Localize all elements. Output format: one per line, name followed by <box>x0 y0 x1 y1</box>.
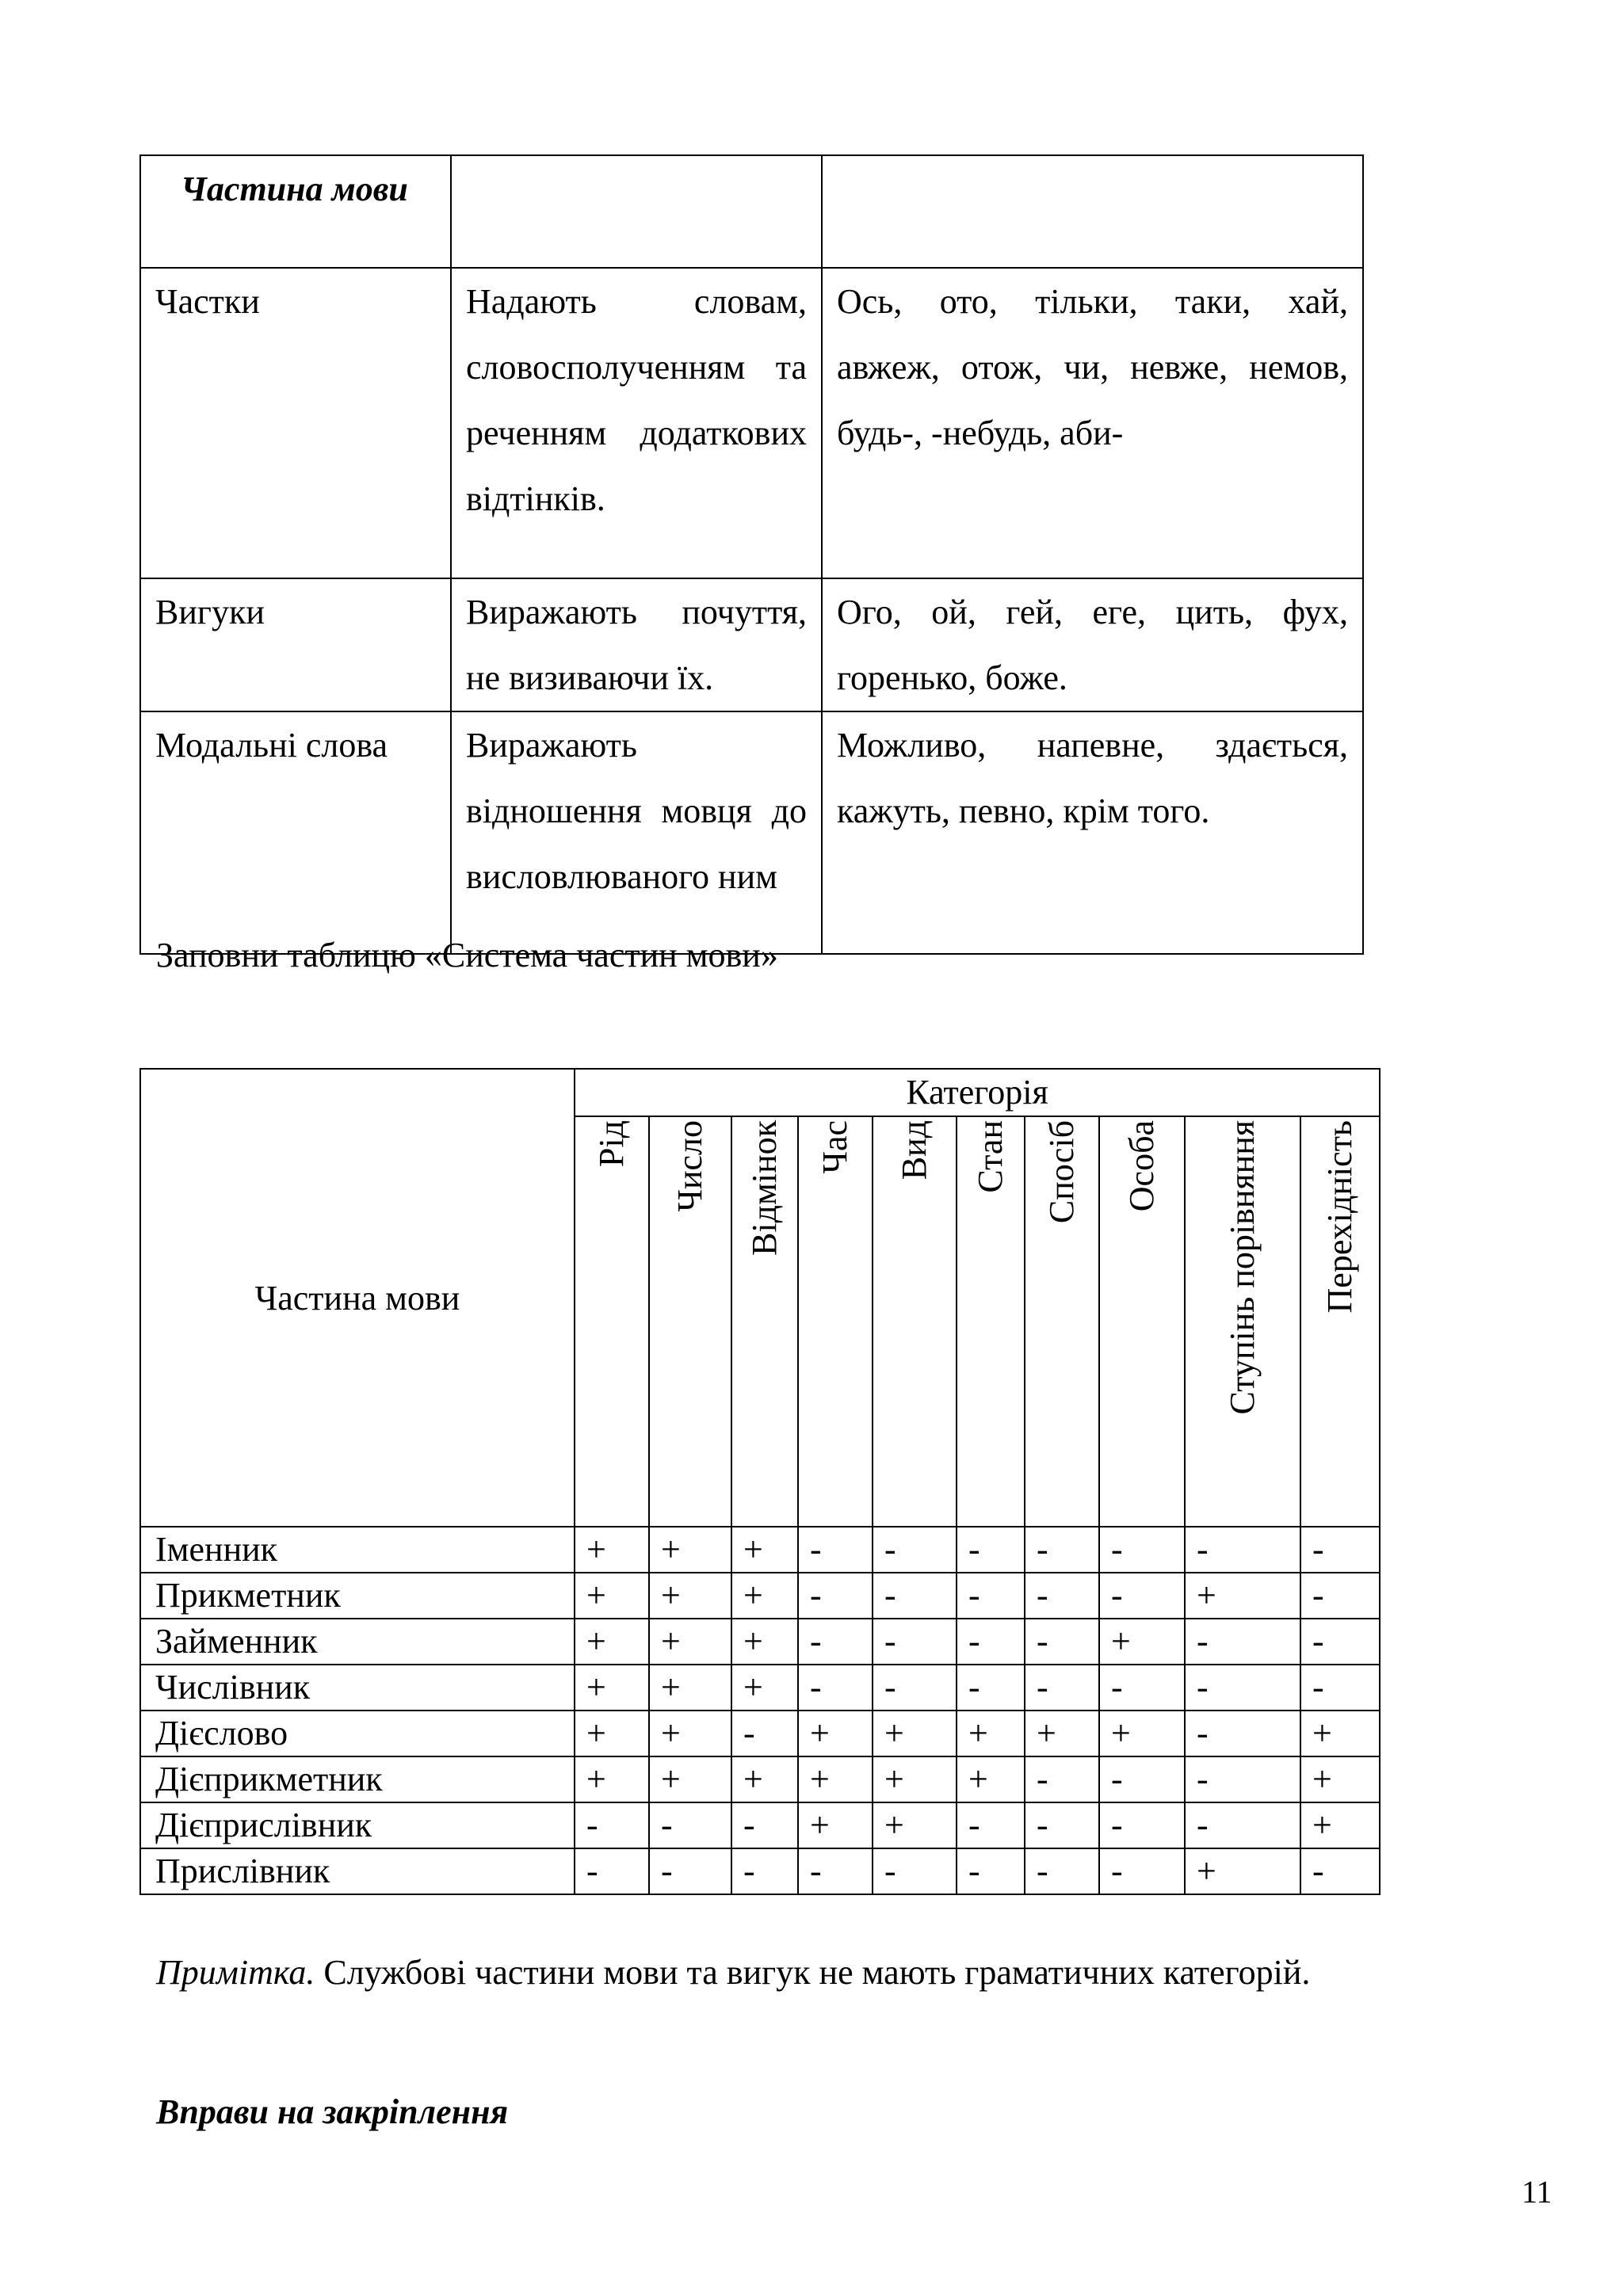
category-mark: - <box>575 1802 649 1848</box>
category-mark: - <box>873 1619 957 1665</box>
table-row <box>140 1619 1380 1665</box>
category-label: Спосіб <box>1042 1120 1081 1224</box>
row-name: Вигуки <box>140 578 451 711</box>
category-label: Перехідність <box>1320 1120 1360 1314</box>
category-mark: + <box>649 1527 731 1573</box>
category-mark: - <box>1300 1619 1380 1665</box>
category-mark: - <box>1185 1711 1300 1756</box>
examples-line: авжеж, отож, чи, невже, немов, <box>837 348 1348 387</box>
category-mark: + <box>731 1573 798 1619</box>
category-mark: + <box>731 1756 798 1802</box>
category-mark: - <box>1185 1527 1300 1573</box>
part-of-speech-name: Іменник <box>140 1527 575 1573</box>
category-label: Час <box>815 1120 854 1174</box>
category-mark: + <box>1300 1802 1380 1848</box>
row-function: Виражають відношення мовця до висловлюваного ним <box>451 711 822 954</box>
table-row <box>140 1573 1380 1619</box>
row-function: Виражають почуття, не визиваючи їх. <box>451 578 822 711</box>
header-cell-empty <box>451 155 822 268</box>
parts-of-speech-system-table <box>139 1068 1381 1895</box>
category-mark: - <box>873 1527 957 1573</box>
parts-of-speech-table <box>139 154 1364 955</box>
category-header: Категорія <box>575 1069 1380 1116</box>
category-cell <box>1185 1116 1300 1527</box>
note-text: Службові частини мови та вигук не мають граматичних категорій. <box>315 1953 1311 1992</box>
category-mark: + <box>873 1756 957 1802</box>
category-mark: + <box>575 1619 649 1665</box>
table-row <box>140 268 1363 578</box>
category-mark: - <box>1099 1573 1185 1619</box>
category-cell <box>575 1116 649 1527</box>
category-mark: + <box>649 1573 731 1619</box>
category-mark: + <box>1300 1711 1380 1756</box>
category-mark: + <box>798 1802 873 1848</box>
category-cell <box>1300 1116 1380 1527</box>
category-mark: + <box>957 1756 1025 1802</box>
category-mark: + <box>649 1756 731 1802</box>
table-row <box>140 1756 1380 1802</box>
category-mark: - <box>1185 1619 1300 1665</box>
category-mark: - <box>1300 1848 1380 1894</box>
row-function: Надають словам, словосполученням та реченням додаткових відтінків. <box>451 268 822 578</box>
category-mark: + <box>873 1711 957 1756</box>
category-cell <box>731 1116 798 1527</box>
table-row <box>140 1665 1380 1711</box>
category-mark: + <box>649 1665 731 1711</box>
category-mark: + <box>731 1665 798 1711</box>
category-cell <box>957 1116 1025 1527</box>
category-mark: - <box>1185 1665 1300 1711</box>
table-body <box>140 1527 1380 1894</box>
category-label: Відмінок <box>745 1120 784 1256</box>
category-mark: - <box>798 1527 873 1573</box>
category-label: Стан <box>971 1120 1010 1193</box>
category-mark: + <box>1300 1756 1380 1802</box>
category-mark: + <box>731 1527 798 1573</box>
category-mark: + <box>575 1711 649 1756</box>
category-header-row <box>140 1069 1380 1116</box>
category-mark: - <box>957 1527 1025 1573</box>
category-mark: - <box>957 1665 1025 1711</box>
page-number: 11 <box>1522 2174 1552 2210</box>
category-mark: - <box>873 1573 957 1619</box>
table-row <box>140 578 1363 711</box>
category-label: Вид <box>895 1120 934 1180</box>
category-mark: - <box>649 1848 731 1894</box>
category-mark: - <box>957 1573 1025 1619</box>
category-mark: - <box>731 1802 798 1848</box>
category-mark: + <box>649 1619 731 1665</box>
row-examples <box>822 711 1363 954</box>
note-label: Примітка. <box>156 1953 315 1992</box>
exercises-heading: Вправи на закріплення <box>156 2092 509 2131</box>
category-mark: - <box>873 1848 957 1894</box>
category-mark: - <box>1025 1527 1099 1573</box>
category-mark: - <box>1300 1527 1380 1573</box>
category-mark: + <box>731 1619 798 1665</box>
category-label: Рід <box>592 1120 631 1168</box>
category-mark: + <box>1185 1573 1300 1619</box>
category-label: Число <box>670 1120 709 1212</box>
part-of-speech-name: Числівник <box>140 1665 575 1711</box>
category-label: Особа <box>1122 1120 1161 1212</box>
category-cell <box>1025 1116 1099 1527</box>
category-mark: - <box>731 1711 798 1756</box>
category-mark: - <box>575 1848 649 1894</box>
category-mark: - <box>1099 1802 1185 1848</box>
category-mark: - <box>1099 1665 1185 1711</box>
category-mark: - <box>957 1619 1025 1665</box>
table-header-row <box>140 155 1363 268</box>
examples-line: горенько, боже. <box>837 658 1067 697</box>
pos-column-header: Частина мови <box>140 1069 575 1527</box>
category-mark: - <box>798 1848 873 1894</box>
category-mark: - <box>957 1802 1025 1848</box>
category-cell <box>873 1116 957 1527</box>
category-cell <box>649 1116 731 1527</box>
category-mark: - <box>1025 1756 1099 1802</box>
row-name: Частки <box>140 268 451 578</box>
category-mark: + <box>1025 1711 1099 1756</box>
table-row <box>140 1711 1380 1756</box>
row-examples <box>822 268 1363 578</box>
category-mark: + <box>575 1573 649 1619</box>
category-mark: - <box>798 1619 873 1665</box>
category-cell <box>798 1116 873 1527</box>
category-mark: + <box>957 1711 1025 1756</box>
category-mark: - <box>1025 1619 1099 1665</box>
category-mark: + <box>575 1665 649 1711</box>
part-of-speech-name: Прикметник <box>140 1573 575 1619</box>
category-mark: - <box>1185 1802 1300 1848</box>
category-mark: - <box>1099 1527 1185 1573</box>
examples-line: Можливо, напевне, здається, <box>837 726 1348 765</box>
category-mark: - <box>1025 1802 1099 1848</box>
table-row <box>140 1848 1380 1894</box>
part-of-speech-name: Дієслово <box>140 1711 575 1756</box>
part-of-speech-name: Дієприкметник <box>140 1756 575 1802</box>
category-cell <box>1099 1116 1185 1527</box>
category-mark: + <box>649 1711 731 1756</box>
header-part-of-speech: Частина мови <box>181 170 408 208</box>
category-mark: - <box>1185 1756 1300 1802</box>
category-mark: - <box>798 1665 873 1711</box>
category-mark: + <box>798 1711 873 1756</box>
examples-line: кажуть, певно, крім того. <box>837 791 1210 830</box>
table-row <box>140 711 1363 954</box>
category-mark: - <box>1025 1848 1099 1894</box>
table-row <box>140 1527 1380 1573</box>
row-examples <box>822 578 1363 711</box>
category-mark: + <box>575 1527 649 1573</box>
category-mark: - <box>1025 1573 1099 1619</box>
header-cell-empty <box>822 155 1363 268</box>
category-mark: - <box>1300 1665 1380 1711</box>
category-mark: - <box>731 1848 798 1894</box>
category-mark: - <box>1300 1573 1380 1619</box>
part-of-speech-name: Прислівник <box>140 1848 575 1894</box>
row-name: Модальні слова <box>140 711 451 954</box>
part-of-speech-name: Займенник <box>140 1619 575 1665</box>
category-label: Ступінь порівняння <box>1223 1120 1262 1415</box>
part-of-speech-name: Дієприслівник <box>140 1802 575 1848</box>
instruction-text: Заповни таблицю «Система частин мови» <box>156 936 778 974</box>
category-mark: - <box>1025 1665 1099 1711</box>
category-mark: + <box>575 1756 649 1802</box>
category-mark: - <box>1099 1756 1185 1802</box>
category-mark: + <box>1099 1711 1185 1756</box>
examples-line: Ого, ой, гей, еге, цить, фух, <box>837 593 1348 631</box>
category-mark: + <box>1099 1619 1185 1665</box>
category-mark: + <box>1185 1848 1300 1894</box>
examples-line: будь-, -небудь, аби- <box>837 414 1124 452</box>
note <box>156 1952 1310 1993</box>
table-row <box>140 1802 1380 1848</box>
category-mark: + <box>873 1802 957 1848</box>
category-mark: - <box>873 1665 957 1711</box>
category-mark: - <box>798 1573 873 1619</box>
category-mark: - <box>649 1802 731 1848</box>
header-cell <box>140 155 451 268</box>
category-mark: + <box>798 1756 873 1802</box>
category-mark: - <box>957 1848 1025 1894</box>
category-mark: - <box>1099 1848 1185 1894</box>
examples-line: Ось, ото, тільки, таки, хай, <box>837 282 1348 321</box>
